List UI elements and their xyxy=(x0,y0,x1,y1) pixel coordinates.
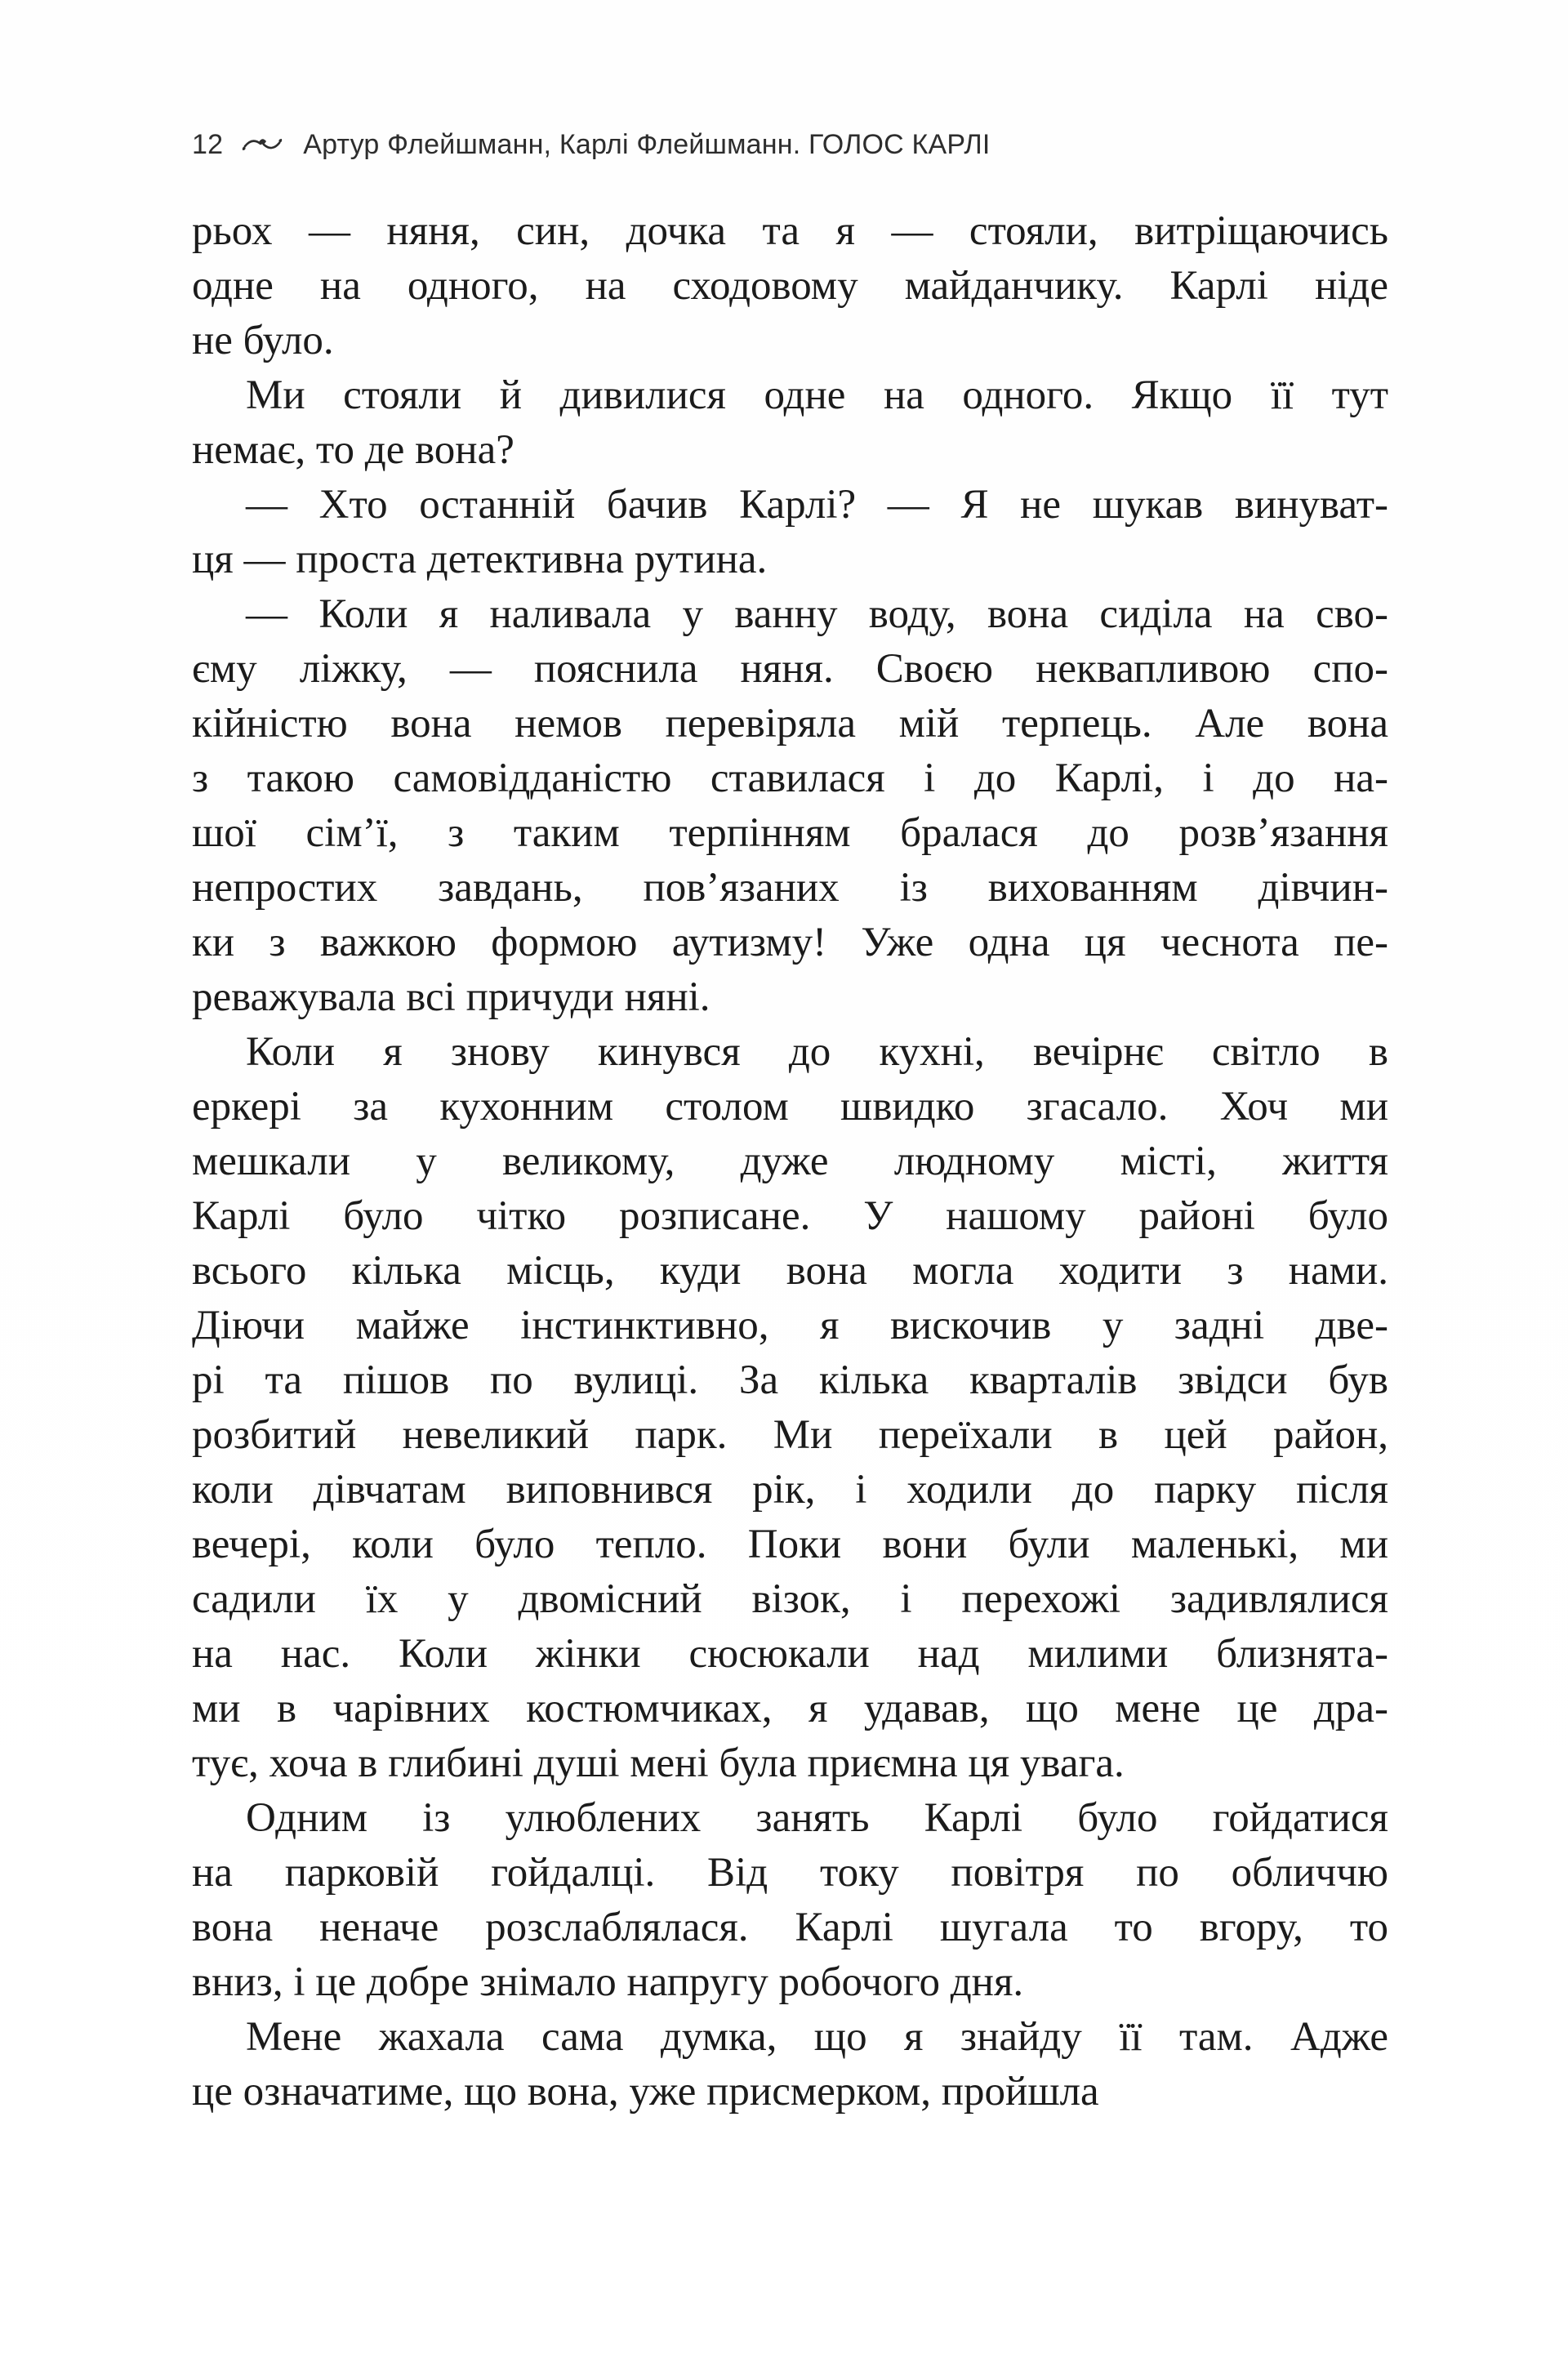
text-line: вниз, і це добре знімало напругу робочого дня. xyxy=(192,1959,1024,2005)
text-line: ми в чарівних костюмчиках, я удавав, що мене це дра- xyxy=(192,1686,1388,1731)
text-line: ця — проста детективна рутина. xyxy=(192,537,768,582)
text-line: тує, хоча в глибині душі мені була приємна ця увага. xyxy=(192,1740,1125,1786)
text-line: на парковій гойдалці. Від току повітря по обличчю xyxy=(192,1850,1388,1896)
text-line: вечері, коли було тепло. Поки вони були маленькі, ми xyxy=(192,1522,1388,1567)
text-line: мешкали у великому, дуже людному місті, життя xyxy=(192,1139,1388,1184)
text-line: рі та пішов по вулиці. За кілька кварталів звідси був xyxy=(192,1357,1388,1403)
text-line: розбитий невеликий парк. Ми переїхали в цей район, xyxy=(192,1412,1388,1458)
text-line: Діючи майже інстинктивно, я вискочив у задні две- xyxy=(192,1303,1388,1348)
text-line: кійністю вона немов перевіряла мій терпець. Але вона xyxy=(192,701,1388,746)
text-line: немає, то де вона? xyxy=(192,427,514,473)
running-header-title: Артур Флейшманн, Карлі Флейшманн. ГОЛОС КАРЛІ xyxy=(303,129,991,160)
text-line: вона неначе розслаблялася. Карлі шугала то вгору, то xyxy=(192,1905,1388,1950)
text-line: ки з важкою формою аутизму! Уже одна ця чеснота пе- xyxy=(192,920,1388,965)
text-line: єму ліжку, — пояснила няня. Своєю неквапливою спо- xyxy=(192,646,1388,692)
text-line: з такою самовідданістю ставилася і до Карлі, і до на- xyxy=(192,755,1388,801)
text-line: всього кілька місць, куди вона могла ходити з нами. xyxy=(192,1248,1388,1294)
body-text xyxy=(192,204,1388,2119)
text-line: Коли я знову кинувся до кухні, вечірнє світло в xyxy=(246,1029,1388,1075)
text-line: садили їх у двомісний візок, і перехожі задивлялися xyxy=(192,1576,1388,1622)
text-line: одне на одного, на сходовому майданчику. Карлі ніде xyxy=(192,263,1388,309)
page-number: 12 xyxy=(192,129,224,160)
text-line: Одним із улюблених занять Карлі було гойдатися xyxy=(246,1795,1388,1841)
text-line: це означатиме, що вона, уже присмерком, пройшла xyxy=(192,2069,1099,2115)
text-line: — Коли я наливала у ванну воду, вона сиділа на сво- xyxy=(246,591,1388,637)
text-line: Карлі було чітко розписане. У нашому районі було xyxy=(192,1193,1388,1239)
text-line: Ми стояли й дивилися одне на одного. Якщо її тут xyxy=(246,372,1388,418)
fleuron-ornament-icon xyxy=(241,135,283,154)
text-line: реважувала всі причуди няні. xyxy=(192,974,710,1020)
text-line: еркері за кухонним столом швидко згасало. Хоч ми xyxy=(192,1084,1388,1130)
text-line: непростих завдань, пов’язаних із вихованням дівчин- xyxy=(192,865,1388,911)
text-line: рьох — няня, син, дочка та я — стояли, витріщаючись xyxy=(192,208,1388,254)
text-line: на нас. Коли жінки сюсюкали над милими близнята- xyxy=(192,1631,1388,1677)
running-header xyxy=(192,127,991,162)
text-line: коли дівчатам виповнився рік, і ходили до парку після xyxy=(192,1467,1388,1513)
text-line: не було. xyxy=(192,318,334,363)
text-line: Мене жахала сама думка, що я знайду її там. Адже xyxy=(246,2014,1388,2060)
text-line: шої сім’ї, з таким терпінням бралася до розв’язання xyxy=(192,810,1388,856)
text-line: — Хто останній бачив Карлі? — Я не шукав винуват- xyxy=(246,482,1388,528)
